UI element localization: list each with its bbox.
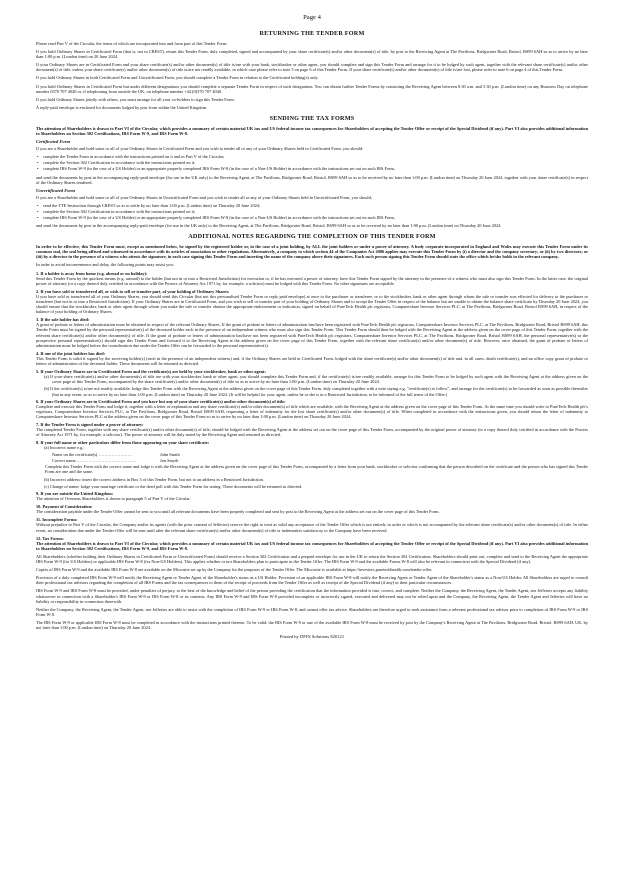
paragraph: A reply-paid envelope is enclosed for documents lodged by post from within the United Kingdom. (36, 104, 208, 110)
list-item: • send the TTE Instruction through CREST so as to settle by no later than 1:00 p.m. (London time) on Thursday 20 June 2024; (43, 203, 588, 208)
list-item: • complete the Section 302 Certification in accordance with the instructions printed on it; (43, 160, 588, 165)
note-11-text: Without prejudice to Part V of the Circular, the Company and/or its agents (with the prior consent of Jefferies) reserve the right to treat as valid any acceptance of the Tender Offer which is not entirely in order or which is not accompanied by the relevant share certificate(s) and/or other document(s) of title. In either event, no consideration due under the Tender Offer will be sent until after the relevant share certificate(s) and/or other document(s) of title or indemnities satisfactory to the Company have been received. (36, 522, 588, 533)
note-4-text: This Tender Form is valid if signed by the surviving holder(s) (each in the presence of an independent witness) and, if the Ordinary Shares are held in Certificated Form, lodged with the share certificate(s) and/or other document(s) of title and, in all cases, death certificate(s), and an office copy grant of probate or letters of administration of the deceased holder. These documents will be returned as directed. (36, 355, 588, 367)
returning-section (36, 41, 588, 110)
tax-notice: The attention of Shareholders is drawn to Part VI of the Circular, which provides a summary of certain material UK tax and US federal income tax consequences for Shareholders of accepting the Tender Offer or receipt of the Special Dividend (if any). Part VI also provides additional information to Shareholders on Section 302 Certifications, IRS Form W-9, and IRS Form W-8. (36, 125, 588, 137)
note-5b: (b) If the certificate(s) is/are not readily available, lodge this Tender Form with the Receiving Agent at the address given on the cover page of this Tender Form, duly completed together with a note saying e.g. "certificate(s) to follow", and arrange for the certificate(s) to be forwarded as soon as possible thereafter (but in any event, so as to arrive by no later than 1:00 p.m. (London time) on Thursday 20 June 2024. (It will be helpful for your agent, unless he or she is in a Restricted Jurisdiction, to be informed of the full terms of the Offer.) (44, 386, 588, 397)
paragraph: If you are a Shareholder and hold some or all of your Ordinary Shares in Uncertificated Form and you wish to tender all or any of your Ordinary Shares held in Uncertificated Form, you should; (36, 194, 372, 200)
example-value: Jon Smyth (160, 458, 179, 464)
printer-footer: Printed by DFIN Solutions 820121 (279, 634, 345, 640)
note-3-text: A grant of probate or letters of administration must be obtained in respect of the relevant Ordinary Shares. If the grant of probate or letters of administration has/have been registered with PureTech Health plc registrars, Computershare Investor Services PLC, at The Pavilions, Bridgwater Road, Bristol BS99 6AH, this Tender Form must be signed by the personal representative(s) of the deceased holder each in the presence of an independent witness who must also sign this Tender Form. This Tender Form should then be lodged with the Receiving Agent at the address given on the cover page of this Tender Form, together with the relevant share certificate(s) and/or other document(s) of title. If the grant of probate or letters of administration has/have not been registered with PureTech Health plc registrars, Computershare Investor Services PLC, at The Pavilions, Bridgwater Road, Bristol BS99 6AH, the personal representative(s) or the prospective personal representative(s) should sign this Tender Form and forward it to the Receiving Agent at the address given on the cover page of this Tender Form, together with the relevant share certificate(s) and/or other document(s) of title. However, once obtained, the grant of probate or letters of administration must be lodged before the consideration due under the Tender Offer can be forwarded to the personal representative(s). (36, 322, 588, 348)
note-7-text: The completed Tender Form, together with any share certificate(s) and/or other document(s) of title, should be lodged with the Receiving Agent at the address set out on the cover page of this Tender Form, accompanied by the original power of attorney (or a copy thereof duly certified in accordance with the Powers of Attorney Act 1971 by, for example, a solicitor). The power of attorney will be duly noted by the Receiving Agent and returned as directed. (36, 427, 588, 438)
document-page (36, 14, 588, 639)
uncertificated-title: Uncertificated Form (36, 187, 75, 193)
paragraph: If you hold Ordinary Shares in both Certificated Form and Uncertificated Form, you should complete a Tender Form in relation to the Certificated holding(s) only. (36, 75, 319, 81)
note-8-title: 8. If your full name or other particulars differ from those appearing on your share certificate: (36, 440, 210, 446)
note-8c: (c) Change of name: lodge your marriage certificate or the deed poll with this Tender Form for noting. These documents will be returned as directed. (44, 483, 303, 489)
note-4-title: 4. If one of the joint holders has died: (36, 350, 106, 356)
note-8a-text: Complete this Tender Form with the correct name and lodge it with the Receiving Agent at the address given on the cover page of this Tender Form, accompanied by a letter from your bank, stockbroker or solicitor confirming that the person described on the certificate and the person who has signed this Tender Form are one and the same. (45, 463, 588, 474)
note-12-title: 12. Tax Forms: (36, 535, 64, 541)
note-1-text: Send this Tender Form by the quickest means (e.g. airmail) to the holder (but not in or into a Restricted Jurisdiction) for execution or, if he has executed a power of attorney, have this Tender Form signed by the attorney in the presence of a witness who must also sign this Tender Form. In the latter case, the original power of attorney (or a copy thereof duly certified in accordance with the Powers of Attorney Act 1971 by, for example, a solicitor) must be lodged with this Tender Form. No other signatures are acceptable. (36, 275, 588, 286)
paragraph: The IRS Form W-9 or applicable IRS Form W-8 must be completed in accordance with the instructions printed thereon. To be valid, the IRS Form W-9 or one of the available IRS Form W-8 must be received by post by the Company's Receiving Agent at The Pavilions, Bridgwater Road, Bristol, BS99 6AH, UK, by not later than 1:00 p.m. (London time) on Thursday 20 June 2024. (36, 619, 588, 630)
list-item: • complete the Section 302 Certification in accordance with the instructions printed on it; (43, 209, 588, 214)
note-7-title: 7. If the Tender Form is signed under a power of attorney: (36, 421, 144, 427)
note-9-text: The attention of Overseas Shareholders is drawn to paragraph 5 of Part V of the Circular. (36, 496, 191, 502)
paragraph: Please read Part V of the Circular, the terms of which are incorporated into and form part of this Tender Form. (36, 41, 228, 46)
paragraph: If you hold Ordinary Shares in Certificated Form but under different designations you should complete a separate Tender Form in respect of each designation. You can obtain further Tender Forms by contacting the Receiving Agent between 8.30 a.m. and 5.30 p.m. (London time) on any Business Day on telephone number 0370 707 4040 or, if telephoning from outside the UK, on telephone number +44 (0)370 707 4040. (36, 83, 588, 94)
note-3-title: 3. If the sole holder has died: (36, 317, 90, 323)
paragraph: If you hold Ordinary Shares jointly with others, you must arrange for all your co-holders to sign this Tender Form. (36, 96, 235, 102)
list-item: • complete IRS Form W-9 (in the case of a US Holder) or an appropriate properly completed IRS Form W-8 (in the case of a Non-US Holder) in accordance with the instructions set out on such IRS Form, (43, 166, 588, 171)
paragraph: If you hold Ordinary Shares in Certificated Form (that is, not in CREST), return this Tender Form, duly completed, signed and accompanied by your share certificate(s) and/or other document(s) of title, by post to the Receiving Agent at The Pavilions, Bridgwater Road, Bristol, BS99 6AH so as to arrive by no later than 1:00 p.m. (London time) on 20 June 2024. (36, 49, 588, 60)
note-9-title: 9. If you are outside the United Kingdom: (36, 491, 114, 496)
heading-returning: RETURNING THE TENDER FORM (259, 30, 365, 37)
note-11-title: 11. Incomplete Forms: (36, 517, 78, 523)
paragraph: In order to avoid inconvenience and delay, the following points may assist you: (36, 262, 174, 268)
note-5-title: 5. If your Ordinary Shares are in Certificated Form and the certificate(s) are held by your stockbroker, bank or other agent: (36, 369, 266, 375)
note-2-title: 2. If you have sold or transferred all, or wish to sell or transfer part, of your holding of Ordinary Shares: (36, 288, 230, 294)
paragraph: If you are a Shareholder and hold some or all of your Ordinary Shares in Certificated Form and you wish to tender all or any of your Ordinary Shares held in Certificated Form, you should: (36, 146, 364, 152)
note-1-title: 1. If a holder is away from home (e.g. abroad or on holiday): (36, 270, 148, 276)
example-label: Name on the certificate(s)…………………… (52, 452, 132, 458)
note-8a: (a) Incorrect name e.g.: (44, 445, 85, 451)
note-10-text: The consideration payable under the Tender Offer cannot be sent to you until all relevant documents have been properly completed and sent by post to the Receiving Agent at the address set out on the cover page of this Tender Form. (36, 509, 440, 515)
heading-tax-forms: SENDING THE TAX FORMS (269, 114, 355, 122)
certificated-list (36, 154, 588, 171)
paragraph: All Shareholders (whether holding their Ordinary Shares in Certificated Form or Uncertificated Form) should receive a Section 302 Certification and a prepaid envelope for use in the UK to return the Section 302 Certification. Shareholders should print out, complete and send to the Receiving Agent the appropriate IRS Form W-9 (for US Holders) or applicable IRS Form W-8 (for Non-US Holders). This applies whether or not Shareholders plan to participate in the Tender Offer. The IRS Form W-9 and the available Forms W-8 will also be relevant in connection with the Special Dividend (if any). (36, 553, 588, 565)
execution-notice: In order to be effective, this Tender Form must, except as mentioned below, be signed by the registered holder or, in the case of a joint holding, by ALL the joint holders or under a power of attorney. A body corporate incorporated in England and Wales may execute this Tender Form under its common seal, the seal being affixed and witnessed in accordance with its articles of association or other regulations. Alternatively, a company to which section 44 of the Companies Act 2006 applies may execute this Tender Form by (i) a director and the company secretary; or (ii) by two directors; or (iii) by a director in the presence of a witness who attests the signature, in each case signing this Tender Form and inserting the name of the company above their signatures. Each such person signing this Tender Form should state the office which he/she holds in the relevant company. (36, 244, 588, 260)
note-12-notice: The attention of Shareholders is drawn to Part VI of the Circular, which provides a summary of certain material UK tax and US federal income tax consequences for Shareholders of accepting the Tender Offer or receipt of the Special Dividend (if any). Part VI also provides additional information to Shareholders on Section 302 Certifications, IRS Form W-9, and IRS Form W-8. (36, 540, 588, 551)
paragraph: and send the documents by post in the accompanying reply-paid envelope (for use in the UK only) to the Receiving Agent, at The Pavilions, Bridgwater Road, Bristol, BS99 6AH so as to be received by no later than 1:00 p.m. (London time) on Thursday 20 June 2024. (36, 223, 502, 229)
list-item: • complete IRS Form W-9 (in the case of a US Holder) or an appropriate properly completed IRS Form W-8 (in the case of a Non-US Holder) in accordance with the instructions set out on such IRS Form, (43, 215, 588, 220)
paragraph: and send the documents by post in the accompanying reply-paid envelope (for use in the UK only) to the Receiving Agent, at The Pavilions, Bridgwater Road, Bristol, BS99 6AH so as to be received by no later than 1:00 p.m. (London time) on Thursday 20 June 2024, together with your share certificate(s) in respect of the Ordinary Shares tendered. (36, 174, 588, 185)
paragraph: Provision of a duly completed IRS Form W-9 will notify the Receiving Agent or Tender Agent of the Shareholder's status as a US Holder. Provision of an applicable IRS Form W-8 will notify the Receiving Agent or Tender Agent of the Shareholder's status as a Non-US Holder. All Shareholders are urged to consult their professional tax advisors regarding the completion of all IRS Forms and the tax consequences to them of the receipt of proceeds from the Tender Offer as well as receipt of the Special Dividend (if any) in their particular circumstances. (36, 575, 588, 586)
heading-additional-notes: ADDITIONAL NOTES REGARDING THE COMPLETION OF THIS TENDER FORM (188, 233, 436, 241)
note-6-text: Complete and execute this Tender Form and lodge it, together with a letter of explanation and any share certificate(s) and/or other document(s) of title which are available, with the Receiving Agent at the address given on the cover page of this Tender Form. At the same time you should write to PureTech Health plc's registrars, Computershare Investor Services PLC, at The Pavilions, Bridgwater Road, Bristol BS99 6AH, requesting a letter of indemnity for the lost share certificate(s) and/or other document(s) of title. When completed in accordance with the instructions given, you should return the letter of indemnity to Computershare Investor Services PLC at the address given on the cover page of this Tender Form so as to arrive by no later than 1:00 p.m. (London time) on Thursday 20 June 2024. (36, 403, 588, 419)
example-label: Correct name…………………………………… (52, 458, 137, 464)
certificated-title: Certificated Form (36, 139, 71, 145)
note-6-title: 6. If your Ordinary Shares are in Certificated Form and you have lost any of your share certificate(s) and/or other document(s) of title: (36, 398, 286, 404)
page-number: Page 4 (303, 14, 321, 21)
paragraph: Neither the Company, the Receiving Agent, the Tender Agent, nor Jefferies are able to assist with the completion of IRS Form W-9 or IRS Form W-8, and cannot offer tax advice. Shareholders are therefore urged to seek assistance from a relevant professional tax advisor prior to completion of IRS Form W-9 or IRS Form W-8. (36, 606, 588, 617)
note-5a: (a) If your share certificate(s) and/or other document(s) of title are with your stockbroker, bank or other agent, you should complete this Tender Form and, if the certificate(s) is/are readily available, arrange for this Tender Form to be lodged by such agent with the Receiving Agent at the address given on the cover page of this Tender Form, accompanied by the share certificate(s) and/or other document(s) of title so as to arrive by no later than 1:00 p.m. (London time) on Thursday 20 June 2024. (44, 374, 588, 385)
paragraph: If your Ordinary Shares are in Certificated Form and your share certificate(s) and/or other document(s) of title is/are with your bank, stockbroker or other agent, you should complete and sign this Tender Form and arrange for it to be lodged by such agent, together with the relevant share certificate(s) and/or other document(s) of title, unless your share certificate(s) and/or other document(s) of title is/are not readily available, in which case please refer to note 5 on page 6 of this Tender Form. If your share certificate(s) and/or other document(s) of title is/are lost, please refer to note 6 on page 4 of this Tender Form. (36, 62, 588, 73)
paragraph: Copies of IRS Form W-9 and the available IRS Form W-8 are available on the Microsite set up by the Company for the purposes of the Tender Offer. The Microsite is available at https://investors.puretechhealth.com/tender-offer. (36, 567, 433, 573)
paragraph: IRS Form W-9 and IRS Form W-8 must be provided, under penalties of perjury, to the best of the knowledge and belief of the person providing the certification that the information provided is true, correct, and complete. Neither the Company, the Receiving Agent, the Tender Agent, nor Jefferies accepts any liability whatsoever in connection with a Shareholder's IRS Form W-9 or IRS Form W-8 or its contents. Any IRS Form W-9 and IRS Form W-8 provided incomplete or incorrectly signed, executed and delivered may not be relied upon and the Company, the Receiving Agent, the Tender Agent and Jefferies will have no liability or responsibility in connection therewith. (36, 588, 588, 604)
uncertificated-list (36, 203, 588, 220)
note-10-title: 10. Payment of Consideration: (36, 504, 93, 510)
example-value: John Smith (160, 452, 180, 458)
note-8b: (b) Incorrect address: insert the correct address in Box 3 of this Tender Form, but not to an address in a Restricted Jurisdiction. (44, 476, 264, 482)
list-item: • complete the Tender Form in accordance with the instructions printed on it and in Part V of the Circular; (43, 154, 588, 159)
note-2-text: If you have sold or transferred all of your Ordinary Shares, you should send this Circular (but not this personalised Tender Form or reply paid envelope) at once to the purchaser or transferee, or to the stockbroker, bank or other agent through whom the sale or transfer was effected for delivery to the purchaser or transferee (but not in or into a Restricted Jurisdiction). If your Ordinary Shares are in Certificated Form, and you wish to sell or transfer part of your holding of Ordinary Shares and to accept the Tender Offer in respect of the balance but are unable to obtain the balance share certificate by Thursday 20 June 2024, you should ensure that the stockbroker, bank or other agent through whom you make the sale or transfer obtains the appropriate endorsement or indication, signed on behalf of PureTech Health plc registrars, Computershare Investor Services PLC, at The Pavilions, Bridgwater Road, Bristol BS99 6AH, in respect of the balance of your holding of Ordinary Shares. (36, 293, 588, 315)
